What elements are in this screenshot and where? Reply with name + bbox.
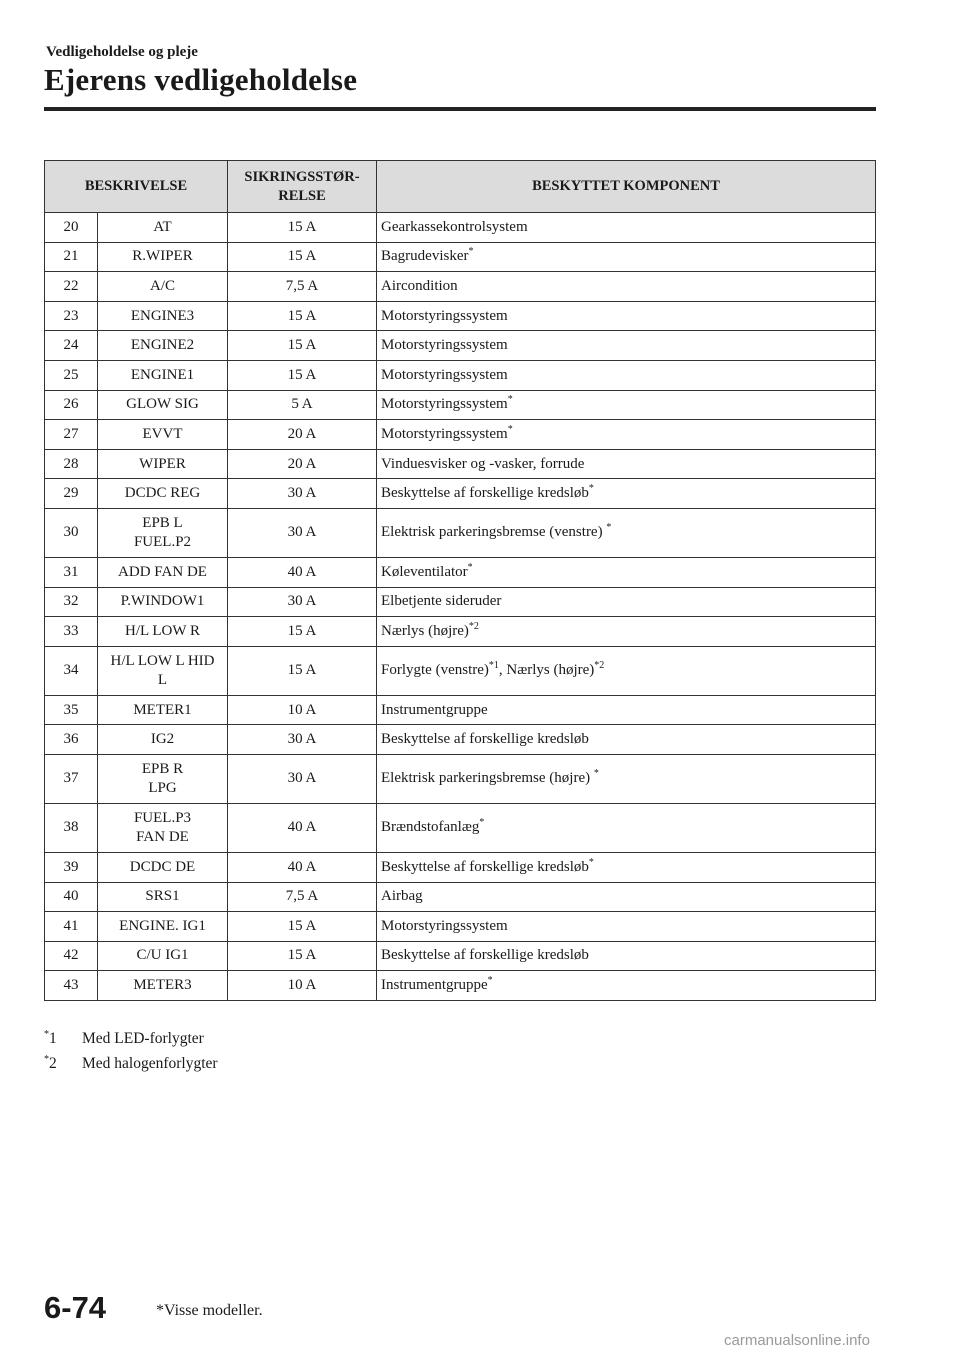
fuse-description [98, 587, 228, 617]
table-row [45, 852, 876, 882]
fuse-description-line: H/L LOW L HID [110, 652, 215, 669]
fuse-number: 36 [45, 725, 98, 755]
component-text: Elbetjente sideruder [381, 593, 502, 610]
fuse-size: 20 A [228, 449, 377, 479]
fuse-description-line: EPB L [142, 514, 183, 531]
fuse-number: 38 [45, 803, 98, 852]
note-marker: *2 [594, 660, 605, 672]
component-text: Motorstyringssystem [381, 307, 508, 324]
protected-component [377, 360, 876, 390]
fuse-description [98, 646, 228, 695]
component-text: Forlygte (venstre) [381, 662, 489, 679]
table-row [45, 508, 876, 557]
footnote-1 [44, 1024, 218, 1049]
note-marker: * [606, 522, 612, 534]
protected-component [377, 331, 876, 361]
fuse-description [98, 272, 228, 302]
fuse-number: 34 [45, 646, 98, 695]
fuse-description [98, 557, 228, 587]
footnote-number: 1 [49, 1030, 57, 1048]
fuse-number: 31 [45, 557, 98, 587]
fuse-description [98, 508, 228, 557]
table-row [45, 301, 876, 331]
component-text: Instrumentgruppe [381, 701, 488, 718]
fuse-description [98, 301, 228, 331]
footnote-number: 2 [49, 1055, 57, 1073]
footnote-2 [44, 1049, 218, 1074]
note-marker: * [507, 423, 513, 435]
fuse-size: 30 A [228, 725, 377, 755]
fuse-size: 15 A [228, 360, 377, 390]
table-header-row [45, 161, 876, 213]
fuse-size: 15 A [228, 617, 377, 647]
fuse-description [98, 971, 228, 1001]
protected-component [377, 479, 876, 509]
fuse-number: 40 [45, 882, 98, 912]
protected-component [377, 587, 876, 617]
fuse-number: 23 [45, 301, 98, 331]
protected-component [377, 557, 876, 587]
fuse-number: 29 [45, 479, 98, 509]
fuse-size: 5 A [228, 390, 377, 420]
fuse-number: 42 [45, 941, 98, 971]
footnote-text: Med halogenforlygter [82, 1055, 218, 1073]
fuse-description [98, 242, 228, 272]
protected-component [377, 242, 876, 272]
fuse-number: 27 [45, 420, 98, 450]
column-header-fuse-size: SIKRINGSSTØR- RELSE [228, 161, 377, 213]
fuse-description-line: LPG [148, 779, 177, 796]
fuse-size: 40 A [228, 803, 377, 852]
fuse-description-line: FAN DE [136, 828, 189, 845]
fuse-size: 15 A [228, 646, 377, 695]
fuse-number: 22 [45, 272, 98, 302]
fuse-size: 20 A [228, 420, 377, 450]
table-row [45, 646, 876, 695]
note-marker: * [588, 483, 594, 495]
footnote-mark: * [44, 1054, 49, 1066]
fuse-description [98, 213, 228, 243]
fuse-number: 33 [45, 617, 98, 647]
table-row [45, 882, 876, 912]
fuse-description-line: ENGINE. IG1 [119, 917, 206, 934]
fuse-size: 15 A [228, 242, 377, 272]
note-marker: * [479, 817, 485, 829]
table-row [45, 390, 876, 420]
fuse-number: 37 [45, 754, 98, 803]
footnote-text: Med LED-forlygter [82, 1030, 204, 1048]
protected-component [377, 449, 876, 479]
column-header-protected-component: BESKYTTET KOMPONENT [377, 161, 876, 213]
component-text: Beskyttelse af forskellige kredsløb [381, 485, 589, 502]
fuse-description-line: ENGINE3 [130, 307, 195, 324]
fuse-size: 10 A [228, 971, 377, 1001]
footnote-mark: * [44, 1029, 49, 1040]
fuse-description-line: ENGINE2 [130, 337, 195, 354]
fuse-number: 25 [45, 360, 98, 390]
protected-component [377, 272, 876, 302]
models-note: *Visse modeller. [156, 1302, 263, 1319]
fuse-description-line: WIPER [139, 455, 186, 472]
component-text: Beskyttelse af forskellige kredsløb [381, 858, 589, 875]
fuse-size: 15 A [228, 941, 377, 971]
protected-component [377, 420, 876, 450]
page-title: Ejerens vedligeholdelse [44, 62, 358, 97]
fuse-description [98, 754, 228, 803]
component-text: Motorstyringssystem [381, 425, 508, 442]
fuse-size: 40 A [228, 557, 377, 587]
footnotes [44, 1024, 218, 1074]
fuse-description [98, 617, 228, 647]
fuse-table [44, 160, 876, 1001]
note-marker: *1 [488, 660, 499, 672]
fuse-description-line: DCDC REG [124, 485, 201, 502]
fuse-size: 30 A [228, 508, 377, 557]
section-label: Vedligeholdelse og pleje [46, 44, 198, 60]
fuse-number: 20 [45, 213, 98, 243]
table-row [45, 331, 876, 361]
component-text: Motorstyringssystem [381, 366, 508, 383]
fuse-description [98, 479, 228, 509]
fuse-size: 40 A [228, 852, 377, 882]
component-text: Elektrisk parkeringsbremse (venstre) [381, 524, 607, 541]
component-text: Vinduesvisker og -vasker, forrude [381, 455, 585, 472]
table-row [45, 587, 876, 617]
component-text: Aircondition [381, 277, 458, 294]
fuse-number: 32 [45, 587, 98, 617]
fuse-description [98, 695, 228, 725]
protected-component [377, 725, 876, 755]
component-text: Motorstyringssystem [381, 396, 508, 413]
protected-component [377, 301, 876, 331]
protected-component [377, 646, 876, 695]
column-header-description: BESKRIVELSE [45, 161, 228, 213]
fuse-description-line: IG2 [150, 731, 175, 748]
fuse-description-line: P.WINDOW1 [120, 593, 205, 610]
page-number: 6-74 [44, 1290, 107, 1325]
component-text: Beskyttelse af forskellige kredsløb [381, 731, 589, 748]
table-row [45, 725, 876, 755]
protected-component [377, 882, 876, 912]
fuse-description [98, 331, 228, 361]
component-text: Motorstyringssystem [381, 337, 508, 354]
fuse-description-line: GLOW SIG [126, 396, 199, 413]
fuse-description [98, 912, 228, 942]
note-marker: * [507, 394, 513, 406]
fuse-description-line: EVVT [142, 425, 183, 442]
fuse-size: 7,5 A [228, 272, 377, 302]
fuse-description-line: SRS1 [145, 888, 180, 905]
table-row [45, 754, 876, 803]
component-text: , Nærlys (højre) [498, 662, 595, 679]
component-text: Brændstofanlæg [381, 819, 480, 836]
fuse-description [98, 390, 228, 420]
protected-component [377, 803, 876, 852]
component-text: Instrumentgruppe [381, 977, 488, 994]
protected-component [377, 941, 876, 971]
protected-component [377, 912, 876, 942]
fuse-description-line: ENGINE1 [130, 366, 195, 383]
table-row [45, 912, 876, 942]
protected-component [377, 213, 876, 243]
table-row [45, 449, 876, 479]
fuse-description-line: R.WIPER [132, 248, 193, 265]
protected-component [377, 852, 876, 882]
fuse-description [98, 360, 228, 390]
fuse-size: 15 A [228, 912, 377, 942]
table-row [45, 557, 876, 587]
component-text: Køleventilator [381, 563, 468, 580]
table-row [45, 479, 876, 509]
table-row [45, 213, 876, 243]
fuse-number: 26 [45, 390, 98, 420]
fuse-description [98, 852, 228, 882]
fuse-description-line: EPB R [141, 760, 184, 777]
fuse-description [98, 725, 228, 755]
table-row [45, 360, 876, 390]
fuse-description-line: METER1 [133, 701, 192, 718]
table-row [45, 941, 876, 971]
note-marker: * [593, 768, 599, 780]
table-row [45, 272, 876, 302]
protected-component [377, 617, 876, 647]
fuse-number: 21 [45, 242, 98, 272]
table-row [45, 242, 876, 272]
note-marker: * [487, 975, 493, 987]
fuse-size: 30 A [228, 587, 377, 617]
fuse-size: 10 A [228, 695, 377, 725]
fuse-number: 39 [45, 852, 98, 882]
component-text: Nærlys (højre) [381, 622, 469, 639]
protected-component [377, 971, 876, 1001]
fuse-description-line: H/L LOW R [125, 622, 200, 639]
protected-component [377, 754, 876, 803]
component-text: Bagrudevisker [381, 248, 469, 265]
fuse-size: 15 A [228, 331, 377, 361]
table-row [45, 420, 876, 450]
fuse-description-line: METER3 [133, 977, 192, 994]
fuse-number: 30 [45, 508, 98, 557]
fuse-description-line: A/C [149, 277, 175, 294]
table-row [45, 617, 876, 647]
table-row [45, 971, 876, 1001]
note-marker: * [588, 856, 594, 868]
note-marker: *2 [468, 620, 479, 632]
fuse-description [98, 449, 228, 479]
component-text: Gearkassekontrolsystem [381, 218, 528, 235]
protected-component [377, 508, 876, 557]
fuse-description [98, 941, 228, 971]
table-body [45, 213, 876, 1001]
note-marker: * [467, 561, 473, 573]
fuse-description [98, 882, 228, 912]
fuse-number: 24 [45, 331, 98, 361]
fuse-description [98, 803, 228, 852]
table-row [45, 803, 876, 852]
fuse-size: 30 A [228, 479, 377, 509]
component-text: Airbag [381, 888, 423, 905]
component-text: Motorstyringssystem [381, 917, 508, 934]
fuse-description-line: AT [153, 218, 172, 235]
fuse-number: 43 [45, 971, 98, 1001]
fuse-size: 15 A [228, 213, 377, 243]
fuse-description [98, 420, 228, 450]
fuse-number: 41 [45, 912, 98, 942]
fuse-number: 28 [45, 449, 98, 479]
fuse-size: 15 A [228, 301, 377, 331]
fuse-number: 35 [45, 695, 98, 725]
component-text: Beskyttelse af forskellige kredsløb [381, 947, 589, 964]
fuse-size: 30 A [228, 754, 377, 803]
note-marker: * [468, 246, 474, 258]
watermark: carmanualsonline.info [724, 1332, 870, 1349]
fuse-description-line: C/U IG1 [136, 947, 189, 964]
fuse-description-line: FUEL.P2 [133, 533, 192, 550]
protected-component [377, 390, 876, 420]
protected-component [377, 695, 876, 725]
fuse-size: 7,5 A [228, 882, 377, 912]
component-text: Elektrisk parkeringsbremse (højre) [381, 770, 594, 787]
table-row [45, 695, 876, 725]
fuse-description-line: ADD FAN DE [118, 563, 207, 580]
fuse-description-line: FUEL.P3 [133, 809, 192, 826]
title-rule [44, 107, 876, 111]
fuse-description-line: L [157, 671, 168, 688]
fuse-description-line: DCDC DE [129, 858, 196, 875]
